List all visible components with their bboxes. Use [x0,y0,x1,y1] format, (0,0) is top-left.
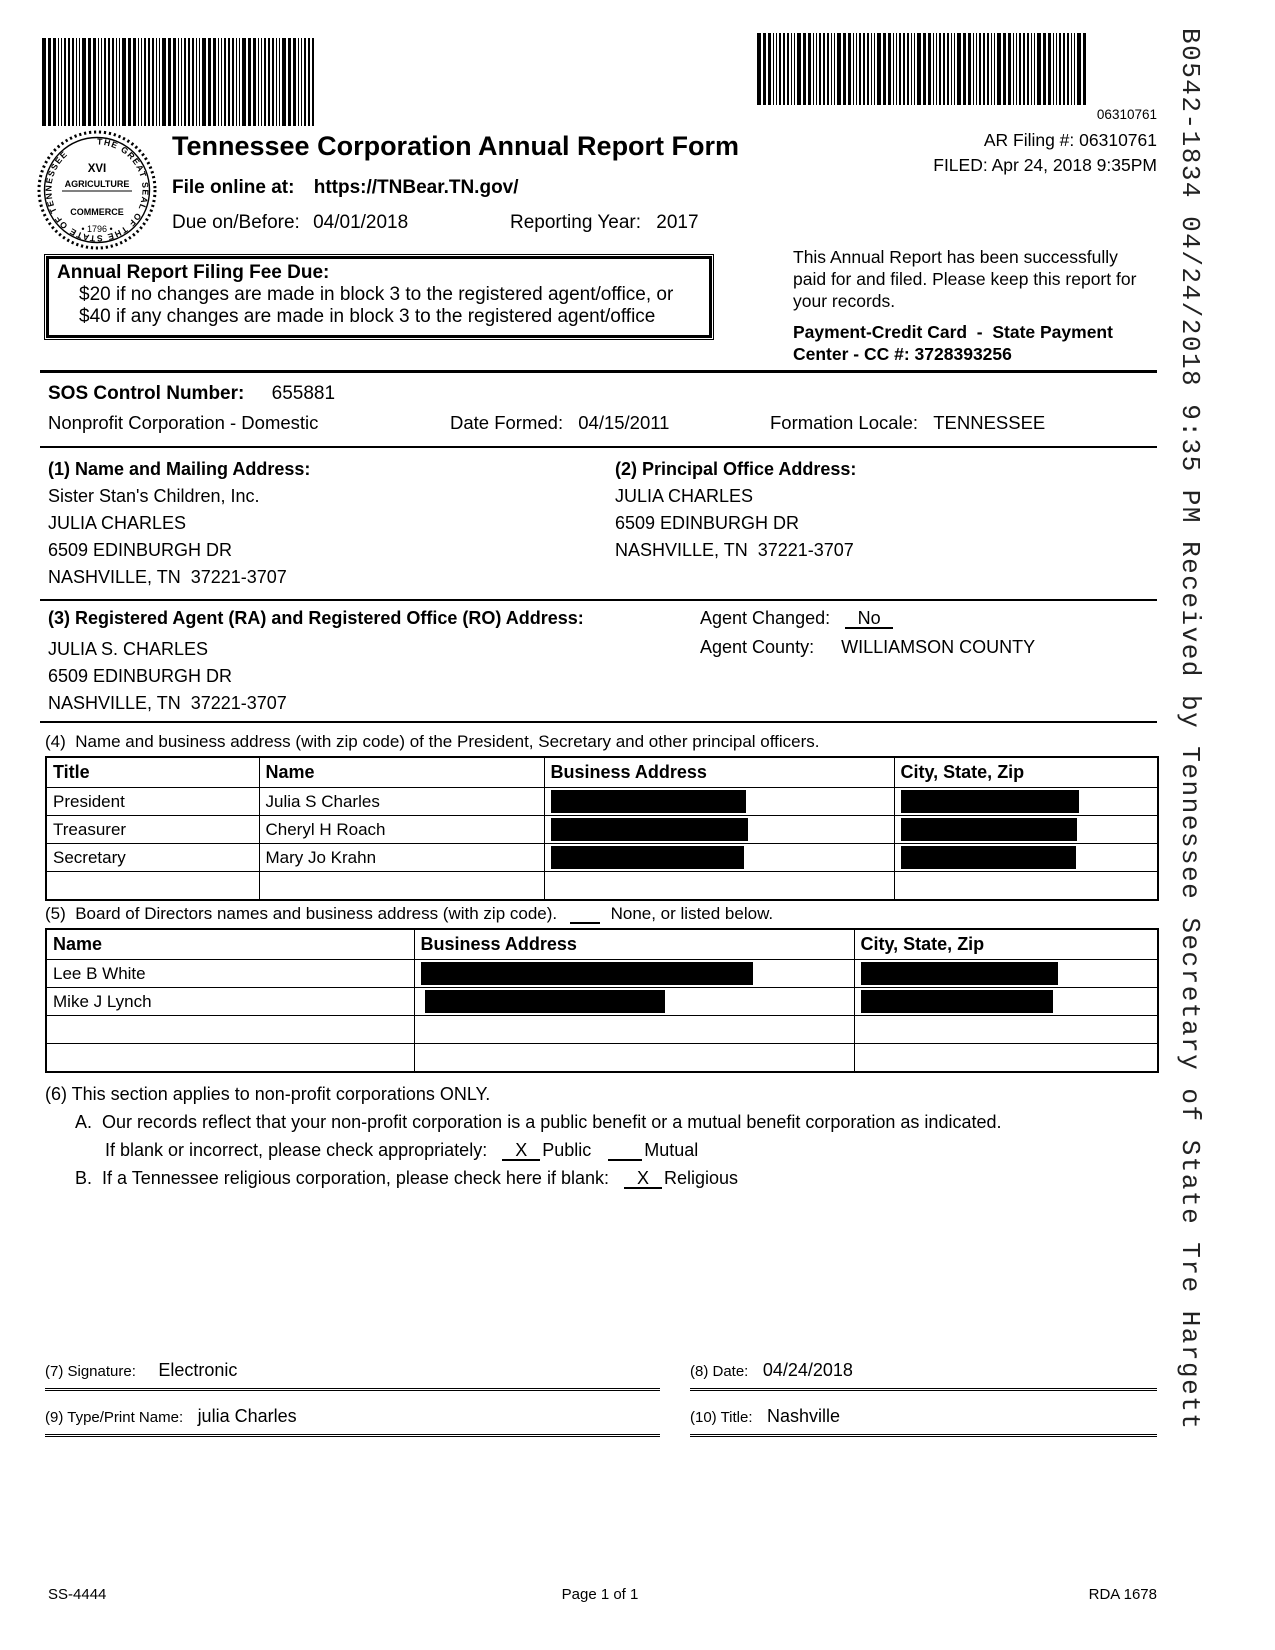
page-number: Page 1 of 1 [561,1586,639,1603]
redacted-city-state-zip [861,962,1058,985]
block6-line-a: A. Our records reflect that your non-profit corporation is a public benefit or a mutual benefit corporation as indicated. [75,1112,1002,1132]
director-name: Mike J Lynch [46,988,414,1016]
divider-1 [40,370,1157,373]
religious-checkbox: X [624,1169,662,1189]
officer-name: Cheryl H Roach [259,816,544,844]
title-label: (10) Title: [690,1409,753,1426]
principal-street: 6509 EDINBURGH DR [615,513,800,533]
block2-heading: (2) Principal Office Address: [615,459,857,479]
officers-col-city: City, State, Zip [894,757,1158,788]
print-name-value: julia Charles [197,1406,297,1426]
agent-county-value: WILLIAMSON COUNTY [841,637,1036,657]
signature-line [45,1388,660,1391]
print-name-label: (9) Type/Print Name: [45,1409,184,1426]
title-line [690,1434,1157,1437]
public-checkbox: X [502,1141,540,1161]
file-online-url: https://TNBear.TN.gov/ [313,177,519,198]
agent-street: 6509 EDINBURGH DR [48,666,233,686]
print-name-line [45,1434,660,1437]
signature-label: (7) Signature: [45,1363,136,1380]
table-row [46,988,1158,1016]
officer-name [259,872,544,901]
block6-heading: (6) This section applies to non-profit corporations ONLY. [45,1084,491,1104]
block6-check-prompt: If blank or incorrect, please check appropriately: [105,1140,488,1160]
mutual-checkbox [608,1141,642,1161]
agent-name: JULIA S. CHARLES [48,639,209,659]
mailing-city: NASHVILLE, TN 37221-3707 [48,567,287,587]
directors-col-city: City, State, Zip [854,929,1158,960]
principal-city: NASHVILLE, TN 37221-3707 [615,540,854,560]
director-name [46,1016,414,1044]
religious-label: Religious [664,1168,739,1188]
table-row [46,1044,1158,1073]
barcode-right [757,33,1157,105]
officer-name: Mary Jo Krahn [259,844,544,872]
fee-line-40: $40 if any changes are made in block 3 to the registered agent/office [79,306,656,327]
redacted-city-state-zip [901,846,1076,869]
seal-ring-text: THE GREAT SEAL OF THE STATE OF TENNESSEE [43,136,151,244]
table-row [46,816,1158,844]
signature-value: Electronic [158,1360,238,1380]
redacted-city-state-zip [901,818,1077,841]
ar-filing-number: AR Filing #: 06310761 [983,130,1157,150]
mutual-label: Mutual [644,1140,699,1160]
directors-header-row [46,929,1158,960]
block1-heading: (1) Name and Mailing Address: [48,459,311,479]
table-row [46,844,1158,872]
redacted-city-state-zip [861,990,1053,1013]
directors-col-name: Name [46,929,414,960]
officers-header-row [46,757,1158,788]
tennessee-state-seal [36,129,158,251]
seal-graphic [36,129,158,251]
agent-changed-value: No [845,609,893,629]
officers-col-name: Name [259,757,544,788]
officers-table [45,756,1159,901]
sos-control-value: 655881 [271,383,336,404]
redacted-business-address [551,790,746,813]
date-label: (8) Date: [690,1363,749,1380]
file-online-label: File online at: [172,177,295,198]
redacted-business-address [551,846,744,869]
redacted-business-address [551,818,748,841]
paid-notice-text: This Annual Report has been successfully paid for and filed. Please keep this report for your records. [793,247,1142,311]
block5-heading: (5) Board of Directors names and business address (with zip code). [45,904,558,923]
sos-control-label: SOS Control Number: [48,383,245,404]
seal-year: • 1796 • [81,224,113,234]
form-number: SS-4444 [48,1586,107,1603]
barcode-number: 06310761 [1096,107,1157,122]
block6-line-b: B. If a Tennessee religious corporation, please check here if blank: [75,1168,609,1188]
fee-box-title: Annual Report Filing Fee Due: [57,262,330,283]
filed-date: FILED: Apr 24, 2018 9:35PM [933,155,1157,175]
date-line [690,1388,1157,1391]
redacted-business-address [425,990,665,1013]
block4-heading: (4) Name and business address (with zip code) of the President, Secretary and other principal officers. [45,732,820,751]
officer-title: President [46,788,259,816]
officers-col-address: Business Address [544,757,894,788]
director-name: Lee B White [46,960,414,988]
seal-commerce: COMMERCE [70,207,124,217]
block5-none-label: None, or listed below. [610,904,774,923]
filing-stamp-vertical: B0542-1834 04/24/2018 9:35 PM Received by Tennessee Secretary of State Tre Hargett [1175,28,1205,1431]
officer-name: Julia S Charles [259,788,544,816]
fee-line-20: $20 if no changes are made in block 3 to the registered agent/office, or [79,284,674,305]
due-date-value: 04/01/2018 [313,212,409,233]
divider-3 [40,599,1157,601]
directors-table [45,928,1159,1073]
reporting-year-label: Reporting Year: [510,212,641,233]
officer-title [46,872,259,901]
rda-number: RDA 1678 [1088,1586,1157,1603]
block3-heading: (3) Registered Agent (RA) and Registered Office (RO) Address: [48,608,584,628]
title-value: Nashville [766,1406,841,1426]
table-row [46,1016,1158,1044]
divider-2 [40,446,1157,448]
none-checkbox-blank [570,905,600,924]
date-value: 04/24/2018 [762,1360,853,1380]
payment-method-line: Payment-Credit Card - State Payment Center - CC #: 3728393256 [793,322,1118,364]
table-row [46,788,1158,816]
table-row [46,960,1158,988]
redacted-city-state-zip [901,790,1079,813]
barcode-left [42,38,372,126]
mailing-street: 6509 EDINBURGH DR [48,540,233,560]
seal-numeral: XVI [87,163,107,175]
due-date-label: Due on/Before: [172,212,300,233]
agent-changed-label: Agent Changed: [700,608,831,628]
director-name [46,1044,414,1073]
divider-4 [40,721,1157,723]
agent-city: NASHVILLE, TN 37221-3707 [48,693,287,713]
seal-agriculture: AGRICULTURE [64,179,130,189]
agent-county-label: Agent County: [700,637,815,657]
directors-col-address: Business Address [414,929,854,960]
filing-fee-box [46,256,712,338]
public-label: Public [542,1140,592,1160]
reporting-year-value: 2017 [656,212,699,233]
mailing-name: Sister Stan's Children, Inc. [48,486,260,506]
date-formed-label: Date Formed: [450,412,564,433]
principal-contact: JULIA CHARLES [615,486,754,506]
date-formed-value: 04/15/2011 [578,412,670,433]
officer-title: Treasurer [46,816,259,844]
mailing-contact: JULIA CHARLES [48,513,187,533]
formation-locale-value: TENNESSEE [933,412,1046,433]
redacted-business-address [421,962,753,985]
officers-col-title: Title [46,757,259,788]
table-row [46,872,1158,901]
entity-type: Nonprofit Corporation - Domestic [48,412,319,433]
officer-title: Secretary [46,844,259,872]
formation-locale-label: Formation Locale: [770,412,919,433]
form-title: Tennessee Corporation Annual Report Form [172,131,740,161]
